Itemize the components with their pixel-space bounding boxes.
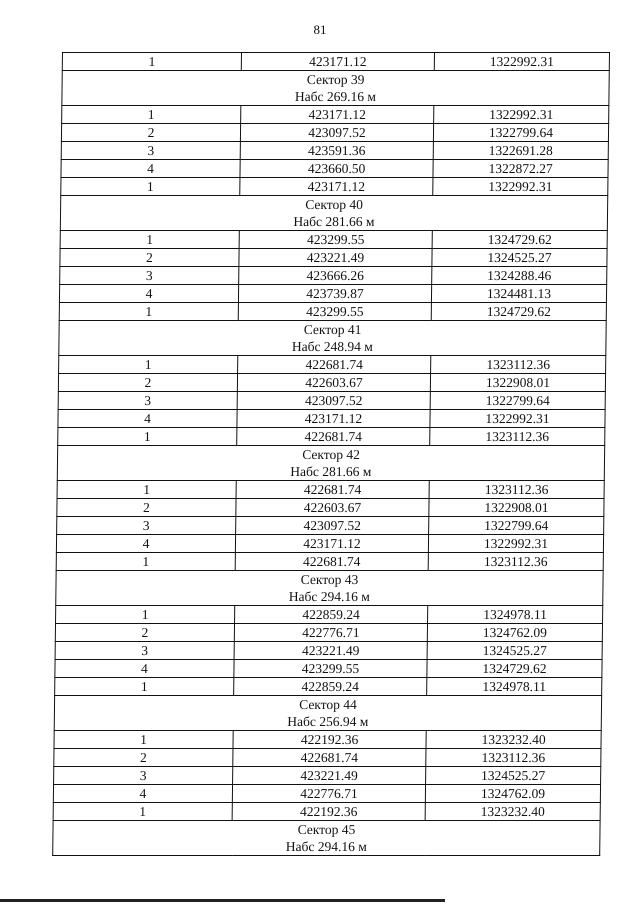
x-coordinate-cell: 423171.12 xyxy=(235,535,428,553)
x-coordinate-cell: 423221.49 xyxy=(239,249,432,267)
point-number-cell: 2 xyxy=(54,749,233,767)
table-row xyxy=(54,767,601,785)
x-coordinate-cell: 422776.71 xyxy=(234,624,427,642)
x-coordinate-cell: 422776.71 xyxy=(232,785,425,803)
x-coordinate-cell: 423299.55 xyxy=(234,660,427,678)
table-row xyxy=(60,267,607,285)
table-row xyxy=(62,53,609,71)
point-number-cell: 3 xyxy=(60,267,239,285)
x-coordinate-cell: 423097.52 xyxy=(236,517,429,535)
y-coordinate-cell: 1324525.27 xyxy=(432,249,607,267)
table-row xyxy=(60,249,607,267)
sector-title: Сектор 43 xyxy=(300,572,359,587)
sector-header-cell xyxy=(62,71,609,106)
table-row xyxy=(60,231,607,249)
coordinates-table-body xyxy=(53,53,610,856)
table-row xyxy=(59,285,606,303)
x-coordinate-cell: 423299.55 xyxy=(238,303,431,321)
x-coordinate-cell: 423299.55 xyxy=(239,231,432,249)
x-coordinate-cell: 423591.36 xyxy=(240,142,433,160)
y-coordinate-cell: 1324525.27 xyxy=(426,767,601,785)
x-coordinate-cell: 422681.74 xyxy=(238,356,431,374)
point-number-cell: 2 xyxy=(61,124,240,142)
y-coordinate-cell: 1324978.11 xyxy=(428,606,603,624)
point-number-cell: 3 xyxy=(58,392,237,410)
x-coordinate-cell: 423171.12 xyxy=(240,178,433,196)
y-coordinate-cell: 1322992.31 xyxy=(433,178,608,196)
x-coordinate-cell: 422681.74 xyxy=(237,428,430,446)
y-coordinate-cell: 1322872.27 xyxy=(433,160,608,178)
table-row xyxy=(58,392,605,410)
sector-title: Сектор 40 xyxy=(305,197,364,212)
point-number-cell: 3 xyxy=(61,142,240,160)
y-coordinate-cell: 1323112.36 xyxy=(428,553,603,571)
sector-header-row xyxy=(60,196,607,231)
point-number-cell: 2 xyxy=(58,374,237,392)
table-row xyxy=(56,553,603,571)
table-row xyxy=(57,481,604,499)
sector-header-cell xyxy=(56,571,603,606)
point-number-cell: 1 xyxy=(56,606,235,624)
point-number-cell: 4 xyxy=(53,785,232,803)
table-row xyxy=(55,642,602,660)
sector-header-row xyxy=(59,321,606,356)
x-coordinate-cell: 422681.74 xyxy=(233,749,426,767)
table-row xyxy=(59,356,606,374)
x-coordinate-cell: 423171.12 xyxy=(241,106,434,124)
x-coordinate-cell: 422859.24 xyxy=(234,678,427,696)
y-coordinate-cell: 1322799.64 xyxy=(429,517,604,535)
point-number-cell: 1 xyxy=(55,678,234,696)
sector-height: Набс 281.66 м xyxy=(290,464,372,479)
coordinates-table-wrapper xyxy=(52,52,606,856)
y-coordinate-cell: 1324729.62 xyxy=(431,303,606,321)
table-row xyxy=(55,660,602,678)
point-number-cell: 1 xyxy=(62,106,241,124)
x-coordinate-cell: 422603.67 xyxy=(237,374,430,392)
sector-header-cell xyxy=(60,196,607,231)
x-coordinate-cell: 423097.52 xyxy=(240,124,433,142)
sector-height: Набс 294.16 м xyxy=(288,589,370,604)
y-coordinate-cell: 1323112.36 xyxy=(429,481,604,499)
point-number-cell: 1 xyxy=(62,53,241,71)
x-coordinate-cell: 423171.12 xyxy=(241,53,434,71)
sector-title: Сектор 39 xyxy=(306,72,365,87)
sector-header-cell xyxy=(59,321,606,356)
y-coordinate-cell: 1322992.31 xyxy=(434,106,609,124)
point-number-cell: 1 xyxy=(59,303,238,321)
point-number-cell: 4 xyxy=(58,410,237,428)
table-row xyxy=(58,374,605,392)
y-coordinate-cell: 1322992.31 xyxy=(430,410,605,428)
point-number-cell: 1 xyxy=(53,803,232,821)
table-row xyxy=(62,106,609,124)
x-coordinate-cell: 423221.49 xyxy=(233,767,426,785)
table-row xyxy=(56,535,603,553)
y-coordinate-cell: 1322799.64 xyxy=(433,124,608,142)
y-coordinate-cell: 1322992.31 xyxy=(428,535,603,553)
x-coordinate-cell: 423171.12 xyxy=(237,410,430,428)
point-number-cell: 1 xyxy=(60,231,239,249)
page-bottom-rule xyxy=(0,899,445,902)
table-row xyxy=(57,517,604,535)
x-coordinate-cell: 423660.50 xyxy=(240,160,433,178)
sector-header-cell xyxy=(54,696,601,731)
y-coordinate-cell: 1324729.62 xyxy=(427,660,602,678)
y-coordinate-cell: 1323112.36 xyxy=(426,749,601,767)
y-coordinate-cell: 1324762.09 xyxy=(425,785,600,803)
y-coordinate-cell: 1324481.13 xyxy=(431,285,606,303)
table-row xyxy=(58,428,605,446)
y-coordinate-cell: 1323112.36 xyxy=(431,356,606,374)
x-coordinate-cell: 423097.52 xyxy=(237,392,430,410)
sector-header-row xyxy=(62,71,609,106)
point-number-cell: 4 xyxy=(56,535,235,553)
point-number-cell: 3 xyxy=(55,642,234,660)
y-coordinate-cell: 1324978.11 xyxy=(427,678,602,696)
y-coordinate-cell: 1322908.01 xyxy=(429,499,604,517)
sector-header-cell xyxy=(53,821,600,856)
table-row xyxy=(61,160,608,178)
point-number-cell: 2 xyxy=(55,624,234,642)
point-number-cell: 4 xyxy=(55,660,234,678)
sector-header-row xyxy=(56,571,603,606)
table-row xyxy=(58,410,605,428)
sector-height: Набс 294.16 м xyxy=(285,839,367,854)
page-number: 81 xyxy=(313,22,327,37)
x-coordinate-cell: 423666.26 xyxy=(239,267,432,285)
y-coordinate-cell: 1323232.40 xyxy=(426,731,601,749)
table-row xyxy=(61,124,608,142)
point-number-cell: 2 xyxy=(60,249,239,267)
sector-header-row xyxy=(54,696,601,731)
sector-title: Сектор 42 xyxy=(302,447,360,462)
table-row xyxy=(57,499,604,517)
point-number-cell: 1 xyxy=(61,178,240,196)
point-number-cell: 3 xyxy=(57,517,236,535)
x-coordinate-cell: 422192.36 xyxy=(232,803,425,821)
y-coordinate-cell: 1324288.46 xyxy=(432,267,607,285)
x-coordinate-cell: 422603.67 xyxy=(236,499,429,517)
x-coordinate-cell: 423739.87 xyxy=(238,285,431,303)
sector-title: Сектор 45 xyxy=(297,822,356,837)
sector-height: Набс 248.94 м xyxy=(291,339,374,354)
sector-header-cell xyxy=(57,446,604,481)
point-number-cell: 4 xyxy=(59,285,238,303)
x-coordinate-cell: 422681.74 xyxy=(235,553,428,571)
point-number-cell: 1 xyxy=(57,481,236,499)
y-coordinate-cell: 1323112.36 xyxy=(430,428,605,446)
point-number-cell: 1 xyxy=(54,731,233,749)
table-row xyxy=(61,178,608,196)
point-number-cell: 1 xyxy=(58,428,237,446)
sector-title: Сектор 44 xyxy=(299,697,357,712)
x-coordinate-cell: 422859.24 xyxy=(235,606,428,624)
x-coordinate-cell: 423221.49 xyxy=(234,642,427,660)
point-number-cell: 1 xyxy=(59,356,238,374)
point-number-cell: 2 xyxy=(57,499,236,517)
table-row xyxy=(56,606,603,624)
sector-header-row xyxy=(57,446,604,481)
y-coordinate-cell: 1322799.64 xyxy=(430,392,605,410)
sector-height: Набс 256.94 м xyxy=(287,714,369,729)
sector-header-row xyxy=(53,821,600,856)
table-row xyxy=(59,303,606,321)
table-row xyxy=(54,749,601,767)
y-coordinate-cell: 1324525.27 xyxy=(427,642,602,660)
table-row xyxy=(53,803,600,821)
table-row xyxy=(61,142,608,160)
table-row xyxy=(53,785,600,803)
sector-height: Набс 269.16 м xyxy=(294,89,377,104)
point-number-cell: 4 xyxy=(61,160,240,178)
y-coordinate-cell: 1322691.28 xyxy=(433,142,608,160)
y-coordinate-cell: 1322908.01 xyxy=(430,374,605,392)
sector-height: Набс 281.66 м xyxy=(293,214,375,229)
y-coordinate-cell: 1324729.62 xyxy=(432,231,607,249)
x-coordinate-cell: 422681.74 xyxy=(236,481,429,499)
x-coordinate-cell: 422192.36 xyxy=(233,731,426,749)
point-number-cell: 3 xyxy=(54,767,233,785)
coordinates-table xyxy=(52,52,610,856)
y-coordinate-cell: 1323232.40 xyxy=(425,803,600,821)
point-number-cell: 1 xyxy=(56,553,235,571)
table-row xyxy=(55,678,602,696)
y-coordinate-cell: 1324762.09 xyxy=(427,624,602,642)
table-row xyxy=(54,731,601,749)
sector-title: Сектор 41 xyxy=(303,322,362,337)
table-row xyxy=(55,624,602,642)
y-coordinate-cell: 1322992.31 xyxy=(434,53,609,71)
